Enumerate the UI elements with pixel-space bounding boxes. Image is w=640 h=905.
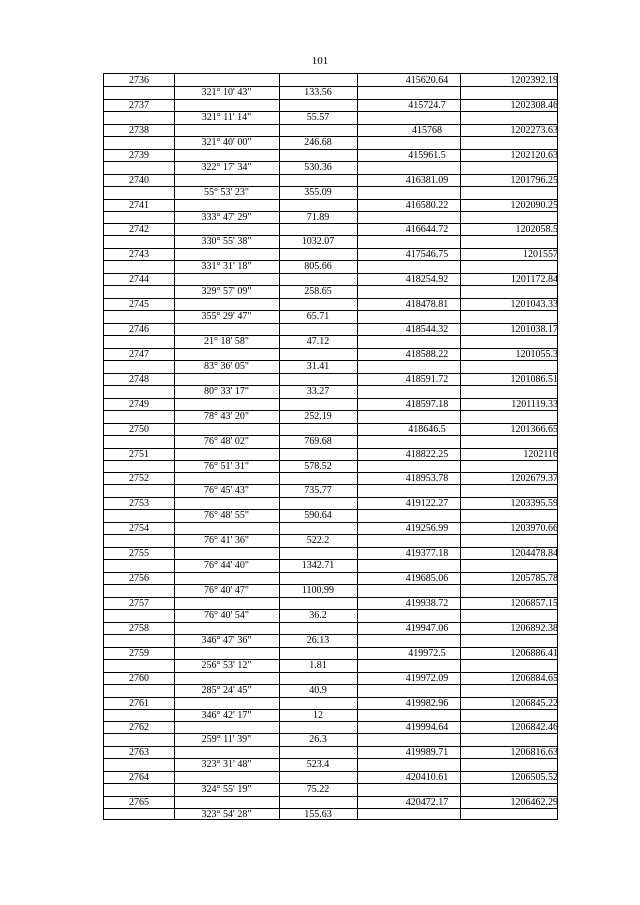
distance-cell: 805.66 <box>304 261 332 273</box>
table-row <box>104 472 557 496</box>
northing-cell: 1206892.38 <box>510 622 558 634</box>
northing-cell: 1201055.3 <box>515 348 558 360</box>
northing-cell: 1206816.63 <box>510 747 558 759</box>
distance-cell: 522.2 <box>306 535 330 547</box>
point-id-cell: 2758 <box>129 622 149 634</box>
easting-cell: 419947.06 <box>405 622 449 634</box>
table-row <box>104 248 557 272</box>
distance-cell: 735.77 <box>304 485 332 497</box>
bearing-cell: 346° 42' 17" <box>201 709 252 721</box>
northing-cell: 1201796.25 <box>510 174 558 186</box>
bearing-cell: 76° 40' 47" <box>204 585 249 596</box>
table-row <box>104 697 557 721</box>
point-id-cell: 2747 <box>129 348 149 360</box>
bearing-cell: 330° 55' 38" <box>201 236 252 248</box>
table-row <box>104 497 557 521</box>
distance-cell: 40.9 <box>309 684 327 696</box>
distance-cell: 33.27 <box>306 385 330 397</box>
table-row <box>104 223 557 247</box>
distance-cell: 26.3 <box>309 734 327 746</box>
distance-cell: 36.2 <box>309 609 327 621</box>
distance-cell: 155.63 <box>304 809 332 821</box>
northing-cell: 1202392.19 <box>510 75 558 86</box>
table-row <box>104 273 557 297</box>
point-id-cell: 2765 <box>129 797 149 809</box>
northing-cell: 1206884.65 <box>510 672 558 684</box>
distance-cell: 31.41 <box>306 360 330 372</box>
northing-cell: 1202116 <box>523 448 558 460</box>
northing-cell: 1206842.46 <box>510 722 558 734</box>
table-row <box>104 547 557 571</box>
northing-cell: 1202273.63 <box>510 124 558 136</box>
easting-cell: 419982.96 <box>405 697 449 709</box>
point-id-cell: 2757 <box>129 597 149 609</box>
easting-cell: 415724.7 <box>408 99 446 111</box>
point-id-cell: 2762 <box>129 722 149 734</box>
bearing-cell: 83° 36' 05" <box>204 360 249 372</box>
northing-cell: 1201557 <box>523 249 558 261</box>
table-row <box>104 572 557 596</box>
table-row <box>104 74 557 98</box>
easting-cell: 419972.5 <box>408 647 446 659</box>
point-id-cell: 2763 <box>129 747 149 759</box>
bearing-cell: 331° 31' 18" <box>201 261 252 273</box>
northing-cell: 1206505.52 <box>510 772 558 784</box>
northing-cell: 1201172.84 <box>510 274 558 286</box>
page-number: 101 <box>311 55 329 67</box>
distance-cell: 246.68 <box>304 136 332 148</box>
northing-cell: 1206857.15 <box>510 597 558 609</box>
easting-cell: 415620.64 <box>405 75 449 86</box>
table-row <box>104 647 557 671</box>
easting-cell: 416644.72 <box>405 224 449 236</box>
bearing-cell: 76° 40' 54" <box>204 609 249 621</box>
point-id-cell: 2759 <box>129 647 149 659</box>
table-row <box>104 199 557 223</box>
easting-cell: 416580.22 <box>405 199 449 211</box>
table-row <box>104 746 557 770</box>
point-id-cell: 2756 <box>129 573 149 584</box>
easting-cell: 416381.09 <box>405 174 449 186</box>
northing-cell: 1201366.65 <box>510 423 558 435</box>
easting-cell: 418646.5 <box>408 423 446 435</box>
bearing-cell: 76° 41' 36" <box>204 535 249 547</box>
distance-cell: 75.22 <box>306 784 330 796</box>
distance-cell: 1100.99 <box>301 585 335 596</box>
bearing-cell: 329° 57' 09" <box>201 286 252 298</box>
point-id-cell: 2746 <box>129 324 149 335</box>
distance-cell: 65.71 <box>306 311 330 323</box>
distance-cell: 578.52 <box>304 460 332 472</box>
table-row <box>104 721 557 745</box>
bearing-cell: 346° 47' 36" <box>201 634 252 646</box>
table-row <box>104 323 557 347</box>
bearing-cell: 323° 31' 48" <box>201 759 252 771</box>
bearing-cell: 76° 48' 55" <box>204 510 249 522</box>
distance-cell: 258.65 <box>304 286 332 298</box>
point-id-cell: 2754 <box>129 523 149 535</box>
distance-cell: 530.36 <box>304 161 332 173</box>
northing-cell: 1206886.41 <box>510 647 558 659</box>
table-row <box>104 124 557 148</box>
distance-cell: 71.89 <box>306 211 330 223</box>
table-row <box>104 622 557 646</box>
point-id-cell: 2743 <box>129 249 149 261</box>
distance-cell: 252.19 <box>304 410 332 422</box>
easting-cell: 418478.81 <box>405 299 449 311</box>
northing-cell: 1205785.78 <box>510 573 558 584</box>
bearing-cell: 355° 29' 47" <box>201 311 252 323</box>
distance-cell: 26.13 <box>306 634 330 646</box>
point-id-cell: 2744 <box>129 274 149 286</box>
easting-cell: 418822.25 <box>405 448 449 460</box>
point-id-cell: 2749 <box>129 398 149 410</box>
point-id-cell: 2760 <box>129 672 149 684</box>
table-row <box>104 298 557 322</box>
table-row <box>104 597 557 621</box>
easting-cell: 417546.75 <box>405 249 449 261</box>
bearing-cell: 80° 33' 17" <box>204 385 249 397</box>
northing-cell: 1202090.25 <box>510 199 558 211</box>
distance-cell: 133.56 <box>304 87 332 98</box>
table-row <box>104 672 557 696</box>
northing-cell: 1203970.66 <box>510 523 558 535</box>
point-id-cell: 2737 <box>129 99 149 111</box>
point-id-cell: 2755 <box>129 548 149 560</box>
point-id-cell: 2736 <box>129 75 149 86</box>
table-row <box>104 373 557 397</box>
point-id-cell: 2753 <box>129 498 149 510</box>
bearing-cell: 322° 17' 34" <box>201 161 252 173</box>
bearing-cell: 323° 54' 28" <box>201 809 252 821</box>
northing-cell: 1201119.33 <box>511 398 558 410</box>
survey-coordinates-table <box>103 73 558 820</box>
easting-cell: 415961.5 <box>408 149 446 161</box>
table-row <box>104 348 557 372</box>
distance-cell: 1032.07 <box>301 236 335 248</box>
northing-cell: 1201038.17 <box>510 324 558 335</box>
bearing-cell: 76° 51' 31" <box>204 460 249 472</box>
easting-cell: 420410.61 <box>405 772 449 784</box>
easting-cell: 418544.32 <box>405 324 449 335</box>
easting-cell: 419685.06 <box>405 573 449 584</box>
table-row <box>104 522 557 546</box>
point-id-cell: 2761 <box>129 697 149 709</box>
northing-cell: 1202120.63 <box>510 149 558 161</box>
bearing-cell: 76° 48' 02" <box>204 435 249 447</box>
northing-cell: 1201043.33 <box>510 299 558 311</box>
point-id-cell: 2745 <box>129 299 149 311</box>
easting-cell: 418591.72 <box>405 373 449 385</box>
point-id-cell: 2750 <box>129 423 149 435</box>
bearing-cell: 321° 10' 43" <box>201 87 252 98</box>
easting-cell: 418597.18 <box>405 398 449 410</box>
table-row <box>104 99 557 123</box>
bearing-cell: 76° 45' 43" <box>204 485 249 497</box>
point-id-cell: 2752 <box>129 473 149 485</box>
bearing-cell: 55° 53' 23" <box>204 186 249 198</box>
easting-cell: 419938.72 <box>405 597 449 609</box>
distance-cell: 12 <box>313 709 323 721</box>
table-row <box>104 796 557 820</box>
easting-cell: 419994.64 <box>405 722 449 734</box>
northing-cell: 1202679.37 <box>510 473 558 485</box>
easting-cell: 419122.27 <box>405 498 449 510</box>
point-id-cell: 2748 <box>129 373 149 385</box>
point-id-cell: 2764 <box>129 772 149 784</box>
point-id-cell: 2742 <box>129 224 149 236</box>
easting-cell: 419256.99 <box>405 523 449 535</box>
distance-cell: 47.12 <box>306 336 330 347</box>
easting-cell: 418254.92 <box>405 274 449 286</box>
bearing-cell: 321° 40' 00" <box>201 136 252 148</box>
distance-cell: 523.4 <box>306 759 330 771</box>
northing-cell: 1203395.59 <box>510 498 558 510</box>
northing-cell: 1202308.46 <box>510 99 558 111</box>
bearing-cell: 333° 47' 29" <box>201 211 252 223</box>
northing-cell: 1206845.22 <box>510 697 558 709</box>
point-id-cell: 2738 <box>129 124 149 136</box>
bearing-cell: 76° 44' 40" <box>204 560 249 572</box>
distance-cell: 55.57 <box>306 111 330 123</box>
distance-cell: 769.68 <box>304 435 332 447</box>
northing-cell: 1201086.51 <box>510 373 558 385</box>
northing-cell: 1206462.29 <box>510 797 558 809</box>
bearing-cell: 259° 11' 39" <box>201 734 252 746</box>
northing-cell: 1204478.84 <box>510 548 558 560</box>
easting-cell: 419972.09 <box>405 672 449 684</box>
table-row <box>104 149 557 173</box>
bearing-cell: 256° 53' 12" <box>201 659 252 671</box>
easting-cell: 418588.22 <box>405 348 449 360</box>
easting-cell: 420472.17 <box>405 797 449 809</box>
table-row <box>104 771 557 795</box>
bearing-cell: 78° 43' 20" <box>204 410 249 422</box>
easting-cell: 415768 <box>412 124 442 136</box>
bearing-cell: 324° 55' 19" <box>201 784 252 796</box>
bearing-cell: 21° 18' 58" <box>204 336 249 347</box>
easting-cell: 419377.18 <box>405 548 449 560</box>
distance-cell: 1342.71 <box>301 560 335 572</box>
point-id-cell: 2740 <box>129 174 149 186</box>
bearing-cell: 321° 11' 14" <box>201 111 252 123</box>
table-row <box>104 174 557 198</box>
distance-cell: 590.64 <box>304 510 332 522</box>
northing-cell: 1202058.5 <box>515 224 558 236</box>
bearing-cell: 285° 24' 45" <box>201 684 252 696</box>
point-id-cell: 2739 <box>129 149 149 161</box>
point-id-cell: 2741 <box>129 199 149 211</box>
easting-cell: 419989.71 <box>405 747 449 759</box>
distance-cell: 355.09 <box>304 186 332 198</box>
point-id-cell: 2751 <box>129 448 149 460</box>
table-row <box>104 448 557 472</box>
table-row <box>104 398 557 422</box>
table-row <box>104 423 557 447</box>
easting-cell: 418953.78 <box>405 473 449 485</box>
distance-cell: 1.81 <box>309 659 327 671</box>
